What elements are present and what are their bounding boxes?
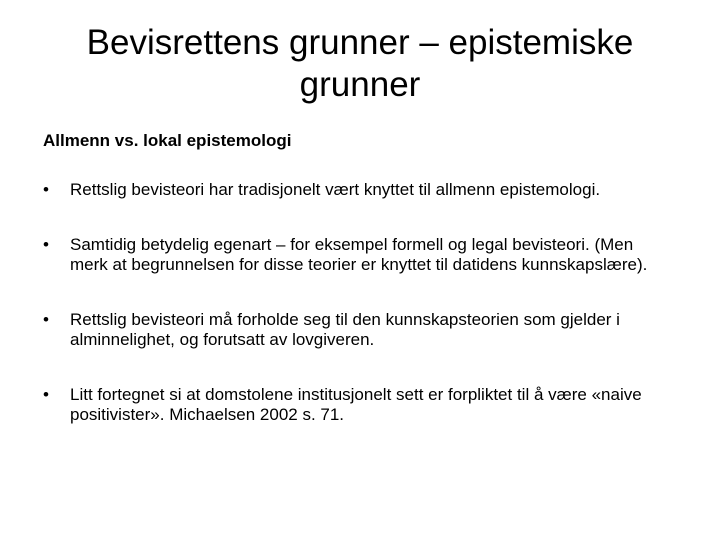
bullet-item	[43, 235, 673, 275]
bullet-dot-icon: •	[43, 385, 49, 404]
bullet-dot-icon: •	[43, 235, 49, 254]
bullet-text: Samtidig betydelig egenart – for eksempel formell og legal bevisteori. (Men merk at begrunnelsen for disse teorier er knyttet til datidens kunnskapslære).	[70, 235, 648, 274]
bullet-list	[43, 180, 673, 460]
bullet-text: Rettslig bevisteori må forholde seg til den kunnskapsteorien som gjelder i alminnelighet, og forutsatt av lovgiveren.	[70, 310, 620, 349]
bullet-text: Litt fortegnet si at domstolene institusjonelt sett er forpliktet til å være «naive positivister». Michaelsen 2002 s. 71.	[70, 385, 642, 424]
slide-title: Bevisrettens grunner – epistemiske grunner	[86, 23, 634, 104]
bullet-item	[43, 180, 673, 200]
slide-subtitle: Allmenn vs. lokal epistemologi	[43, 131, 292, 150]
bullet-dot-icon: •	[43, 310, 49, 329]
bullet-text: Rettslig bevisteori har tradisjonelt vært knyttet til allmenn epistemologi.	[70, 180, 601, 199]
bullet-dot-icon: •	[43, 180, 49, 199]
bullet-item	[43, 310, 673, 350]
bullet-item	[43, 385, 673, 425]
